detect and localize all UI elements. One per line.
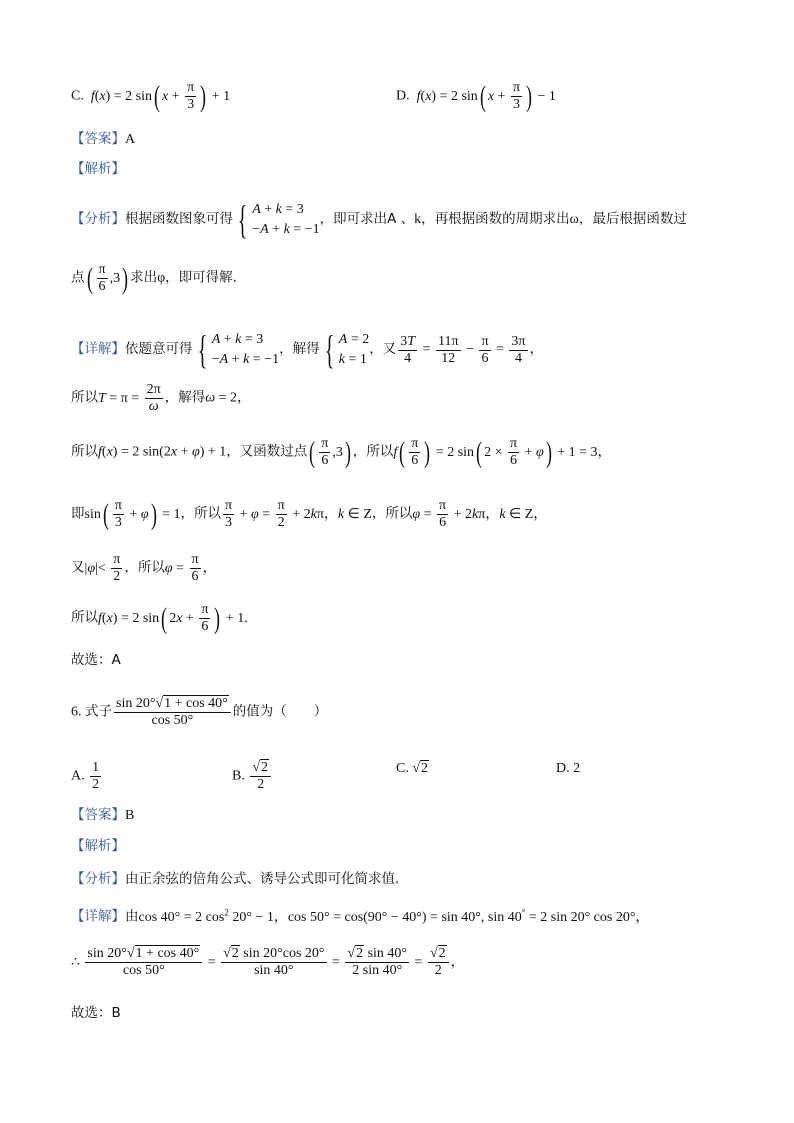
- q5-step5: 又|φ|< $\frac{\pi}{2}$ ，所以φ = $\frac{\pi}{6}$ ，: [71, 552, 217, 584]
- q6-choice: 故选：B: [71, 1005, 121, 1021]
- q6-xiangjie-line2: ∴ $\frac{\sin 20^\circ√1 + \cos 40^\circ}{\cos 50^\circ}$ = $\frac{√2 \sin 20^\circ\cos 20^\circ}{\sin 40^\circ}$ = $\frac{√2 \sin 40^\circ}{2 \sin 40^\circ}$ = $\frac{√2}{2}$ ，: [71, 946, 465, 978]
- option-c: C. f(x) = 2 sin( x + $\frac{\pi}{3}$ ) + 1: [71, 79, 231, 113]
- q5-fenxi-line1: 【分析】根据函数图象可得 { A + k = 3 −A + k = −1 ，即可求出A 、k，再根据函数的周期求出ω，最后根据函数过: [71, 197, 687, 242]
- q5-answer: 【答案】A: [71, 131, 136, 147]
- q6-fenxi: 【分析】由正余弦的倍角公式、诱导公式即可化简求值.: [71, 871, 400, 887]
- q6-option-c: C. √2: [396, 761, 429, 776]
- q6-option-b: B. $\frac{√2}{2}$: [232, 760, 273, 793]
- q5-fenxi-line2: 点( $\frac{\pi}{6}$ ,3) 求出φ，即可得解.: [71, 261, 237, 295]
- q6-analysis-tag: 【解析】: [71, 838, 125, 854]
- q5-step4: 即sin( $\frac{\pi}{3}$ + φ) = 1，所以 $\frac{\pi}{3}$ + φ = $\frac{\pi}{2}$ + 2kπ，k ∈ Z，所以φ = $\frac{\pi}{6}$ + 2kπ，k ∈ Z，: [71, 497, 548, 531]
- q6-option-a: A. $\frac{1}{2}$: [71, 760, 100, 792]
- option-d: D. f(x) = 2 sin( x + $\frac{\pi}{3}$ ) − 1: [396, 79, 556, 113]
- q6-option-d: D. 2: [556, 761, 581, 776]
- q6-answer: 【答案】B: [71, 807, 135, 823]
- q5-step2: 所以T = π = $\frac{2\pi}{\omega}$ ，解得ω = 2，: [71, 382, 252, 414]
- q5-choice: 故选：A: [71, 652, 121, 668]
- q5-step6: 所以f(x) = 2 sin( 2x + $\frac{\pi}{6}$ ) + 1.: [71, 601, 248, 635]
- q5-analysis-tag: 【解析】: [71, 161, 125, 177]
- q5-step3: 所以f(x) = 2 sin(2x + φ) + 1，又函数过点( $\frac{\pi}{6}$ ,3) ，所以f( $\frac{\pi}{6}$ ) = 2 sin( 2 × $\frac{\pi}{6}$ + φ) + 1 = 3，: [71, 435, 612, 469]
- q6-xiangjie-line1: 【详解】由cos 40° = 2 $\cos^2 20^\circ - 1$，cos 50° = cos(90° − 40°) = sin 40°, sin 40° = 2 sin 20° cos 20°，: [71, 907, 650, 925]
- q6-stem: 6. 式子 $\frac{\sin 20^\circ√1 + \cos 40^\circ}{\cos 50^\circ}$ 的值为（ ）: [71, 696, 328, 728]
- q5-step1: 【详解】依题意可得 { A + k = 3 −A + k = −1 ，解得 { A = 2 k = 1 ，又 $\frac{3T}{4}$ = $\frac{11\pi}{12}$ − $\frac{\pi}{6}$ = $\frac{3\pi}{4}$ ，: [71, 327, 544, 372]
